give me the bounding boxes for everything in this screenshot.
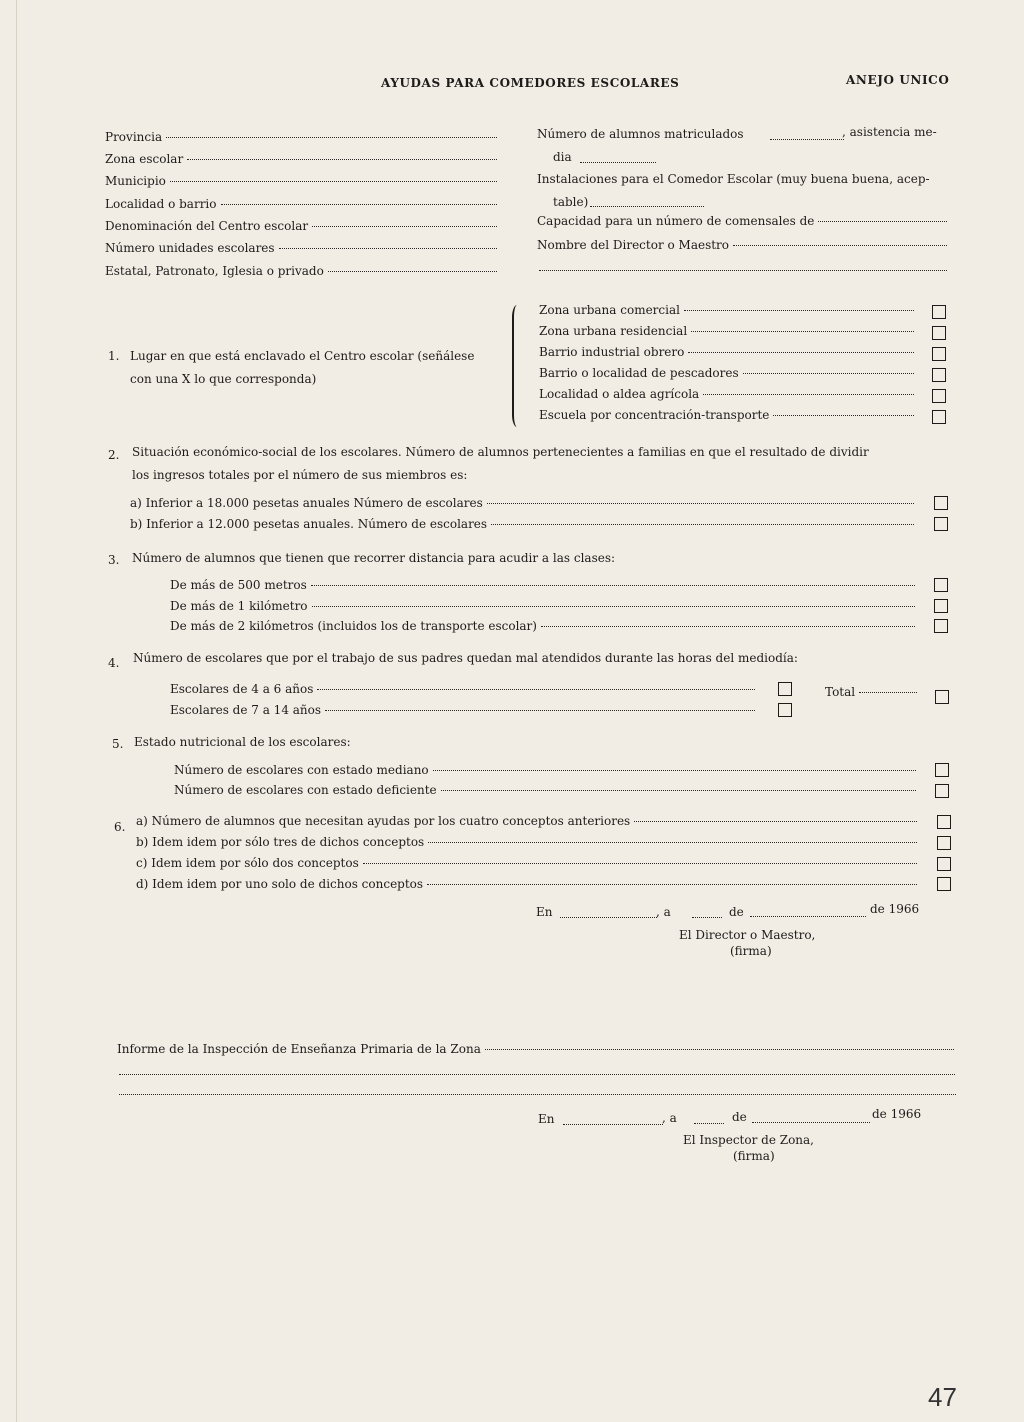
signature1-role: El Director o Maestro, (679, 928, 816, 942)
q5-item-deficiente: Número de escolares con estado deficiente (174, 783, 916, 801)
q2-checkbox-b[interactable] (934, 517, 948, 531)
signature2-en: En (538, 1112, 555, 1126)
page-margin-line (16, 0, 17, 1422)
q3-item-1km: De más de 1 kilómetro (170, 599, 915, 617)
q2-item-a: a) Inferior a 18.000 pesetas anuales Número de escolares (130, 496, 914, 514)
q1-option-pescadores: Barrio o localidad de pescadores (539, 366, 914, 384)
signature2-a: , a (662, 1111, 677, 1125)
q6-checkbox-b[interactable] (937, 836, 951, 850)
q4-checkbox-total[interactable] (935, 690, 949, 704)
q4-checkbox-4-6[interactable] (778, 682, 792, 696)
q2-text-cont: los ingresos totales por el número de sus miembros es: (132, 468, 468, 482)
signature1-a: , a (656, 905, 671, 919)
students-label: Número de alumnos matriculados (537, 127, 744, 141)
q3-item-2km: De más de 2 kilómetros (incluidos los de transporte escolar) (170, 619, 915, 637)
q1-number: 1. (108, 349, 120, 363)
q4-checkbox-7-14[interactable] (778, 703, 792, 717)
q4-item-4-6: Escolares de 4 a 6 años (170, 682, 755, 700)
q3-item-500m: De más de 500 metros (170, 578, 915, 596)
students-field[interactable] (770, 139, 844, 140)
q1-checkbox-industrial[interactable] (932, 347, 946, 361)
q5-text: Estado nutricional de los escolares: (134, 735, 351, 749)
q6-item-a: a) Número de alumnos que necesitan ayudas por los cuatro conceptos anteriores (136, 814, 917, 832)
q4-number: 4. (108, 656, 120, 670)
q1-checkbox-transporte[interactable] (932, 410, 946, 424)
signature1-de: de (729, 905, 744, 919)
installations-label-cont: table) (553, 195, 589, 209)
q3-number: 3. (108, 553, 120, 567)
q6-checkbox-a[interactable] (937, 815, 951, 829)
signature2-firma: (firma) (733, 1149, 775, 1163)
field-unidades[interactable]: Número unidades escolares (105, 241, 497, 259)
field-provincia[interactable]: Provincia (105, 130, 497, 148)
signature2-month-field[interactable] (752, 1122, 870, 1123)
q4-text: Número de escolares que por el trabajo de sus padres quedan mal atendidos durante las horas del mediodía: (133, 651, 798, 665)
signature1-firma: (firma) (730, 944, 772, 958)
report-field[interactable]: Informe de la Inspección de Enseñanza Primaria de la Zona (117, 1042, 954, 1060)
director-field-extra[interactable] (539, 270, 947, 271)
field-director[interactable]: Nombre del Director o Maestro (537, 238, 947, 256)
q6-number: 6. (114, 820, 126, 834)
report-line-3[interactable] (119, 1094, 956, 1095)
q1-option-agricola: Localidad o aldea agrícola (539, 387, 914, 405)
attendance-field[interactable] (580, 162, 656, 163)
installations-label: Instalaciones para el Comedor Escolar (muy buena buena, acep- (537, 172, 930, 186)
q3-checkbox-500m[interactable] (934, 578, 948, 592)
report-line-2[interactable] (119, 1074, 955, 1075)
annex-label: ANEJO UNICO (846, 73, 950, 87)
field-municipio[interactable]: Municipio (105, 174, 497, 192)
q1-option-comercial: Zona urbana comercial (539, 303, 914, 321)
field-localidad[interactable]: Localidad o barrio (105, 197, 497, 215)
form-title: AYUDAS PARA COMEDORES ESCOLARES (381, 76, 680, 90)
q5-number: 5. (112, 737, 124, 751)
q1-option-residencial: Zona urbana residencial (539, 324, 914, 342)
signature2-year: de 1966 (872, 1107, 922, 1121)
q6-item-c: c) Idem idem por sólo dos conceptos (136, 856, 917, 874)
q1-option-transporte: Escuela por concentración-transporte (539, 408, 914, 426)
signature1-month-field[interactable] (750, 916, 866, 917)
q3-text: Número de alumnos que tienen que recorrer distancia para acudir a las clases: (132, 551, 616, 565)
field-tipo-centro[interactable]: Estatal, Patronato, Iglesia o privado (105, 264, 497, 282)
q5-checkbox-mediano[interactable] (935, 763, 949, 777)
installations-field[interactable] (590, 206, 704, 207)
signature1-year: de 1966 (870, 902, 920, 916)
q1-bracket (512, 305, 522, 427)
q1-text-cont: con una X lo que corresponda) (130, 372, 317, 386)
q3-checkbox-2km[interactable] (934, 619, 948, 633)
signature2-de: de (732, 1110, 747, 1124)
signature1-place-field[interactable] (560, 917, 657, 918)
q5-checkbox-deficiente[interactable] (935, 784, 949, 798)
q5-item-mediano: Número de escolares con estado mediano (174, 763, 916, 781)
q1-checkbox-agricola[interactable] (932, 389, 946, 403)
q2-number: 2. (108, 448, 120, 462)
q1-checkbox-residencial[interactable] (932, 326, 946, 340)
q1-option-industrial: Barrio industrial obrero (539, 345, 914, 363)
q6-item-d: d) Idem idem por uno solo de dichos conceptos (136, 877, 917, 895)
field-zona-escolar[interactable]: Zona escolar (105, 152, 497, 170)
q4-item-7-14: Escolares de 7 a 14 años (170, 703, 755, 721)
signature2-place-field[interactable] (563, 1124, 663, 1125)
q3-checkbox-1km[interactable] (934, 599, 948, 613)
signature1-en: En (536, 905, 553, 919)
signature2-role: El Inspector de Zona, (683, 1133, 814, 1147)
signature1-day-field[interactable] (692, 917, 722, 918)
q2-item-b: b) Inferior a 12.000 pesetas anuales. Número de escolares (130, 517, 914, 535)
q6-checkbox-d[interactable] (937, 877, 951, 891)
signature2-day-field[interactable] (694, 1123, 724, 1124)
field-denominacion[interactable]: Denominación del Centro escolar (105, 219, 497, 237)
field-capacidad[interactable]: Capacidad para un número de comensales de (537, 214, 947, 232)
q1-text: Lugar en que está enclavado el Centro escolar (señálese (130, 349, 475, 363)
attendance-label: , asistencia me- (842, 125, 937, 139)
q2-text: Situación económico-social de los escolares. Número de alumnos pertenecientes a familias en que el resultado de dividir (132, 445, 869, 459)
attendance-label-cont: dia (553, 150, 572, 164)
q1-checkbox-comercial[interactable] (932, 305, 946, 319)
q6-item-b: b) Idem idem por sólo tres de dichos conceptos (136, 835, 917, 853)
page-number: 47 (928, 1382, 957, 1412)
q4-total: Total (825, 685, 917, 703)
q6-checkbox-c[interactable] (937, 857, 951, 871)
q1-checkbox-pescadores[interactable] (932, 368, 946, 382)
q2-checkbox-a[interactable] (934, 496, 948, 510)
